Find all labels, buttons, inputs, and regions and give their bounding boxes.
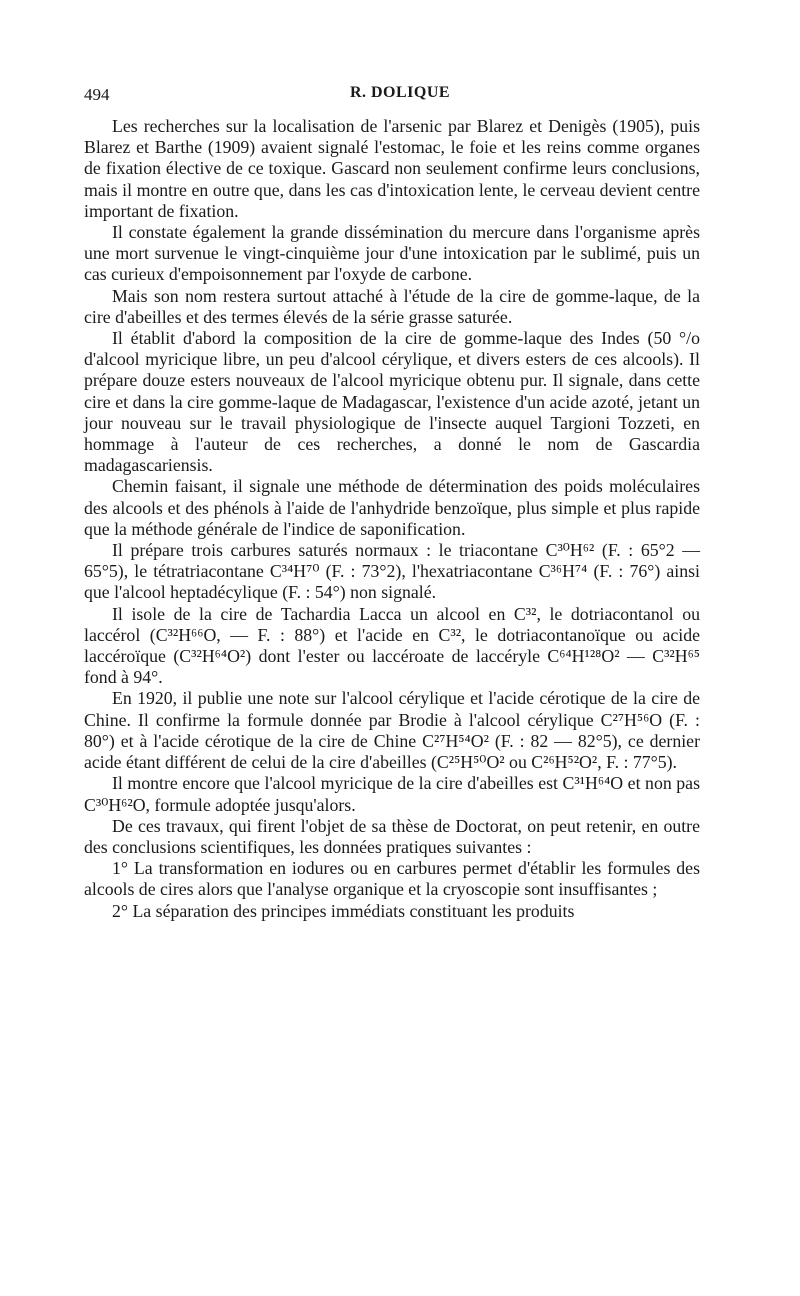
running-title: R. DOLIQUE [349, 84, 451, 101]
paragraph: Il isole de la cire de Tachardia Lacca un alcool en C³², le dotriacontanol ou laccérol (C³²H⁶⁶O, — F. : 88°) et l'acide en C³², le dotriacontanoïque ou acide laccéroïque (C³²H⁶⁴O²) dont l'ester ou laccéroate de laccéryle C⁶⁴H¹²⁸O² — C³²H⁶⁵ fond à 94°. [84, 603, 700, 688]
paragraph: Il montre encore que l'alcool myricique de la cire d'abeilles est C³¹H⁶⁴O et non pas C³⁰H⁶²O, formule adoptée jusqu'alors. [84, 773, 700, 815]
paragraph: Il établit d'abord la composition de la cire de gomme-laque des Indes (50 °/o d'alcool myricique libre, un peu d'alcool cérylique, et divers esters de ces alcools). Il prépare douze esters nouveaux de l'alcool myricique obtenu pur. Il signale, dans cette cire et dans la cire gomme-laque de Madagascar, l'existence d'un acide azoté, jetant un jour nouveau sur le travail physiologique de l'insecte auquel Targioni Tozzeti, en hommage à l'auteur de ces recherches, a donné le nom de Gascardia madagascariensis. [84, 328, 700, 476]
paragraph: Mais son nom restera surtout attaché à l'étude de la cire de gomme-laque, de la cire d'abeilles et des termes élevés de la série grasse saturée. [84, 285, 700, 327]
paragraph: De ces travaux, qui firent l'objet de sa thèse de Doctorat, on peut retenir, en outre des conclusions scientifiques, les données pratiques suivantes : [84, 815, 700, 857]
paragraph: Chemin faisant, il signale une méthode de détermination des poids moléculaires des alcools et des phénols à l'aide de l'anhydride benzoïque, plus simple et plus rapide que la méthode générale de l'indice de saponification. [84, 476, 700, 539]
paragraph: 2° La séparation des principes immédiats constituant les produits [112, 900, 575, 921]
page-number: 494 [84, 85, 110, 104]
paragraph: Il prépare trois carbures saturés normaux : le triacontane C³⁰H⁶² (F. : 65°2 — 65°5), le tétratriacontane C³⁴H⁷⁰ (F. : 73°2), l'hexatriacontane C³⁶H⁷⁴ (F. : 76°) ainsi que l'alcool heptadécylique (F. : 54°) non signalé. [84, 540, 700, 603]
paragraph: 1° La transformation en iodures ou en carbures permet d'établir les formules des alcools de cires alors que l'analyse organique et la cryoscopie sont insuffisantes ; [84, 858, 700, 900]
body-text [84, 116, 700, 922]
paragraph: Les recherches sur la localisation de l'arsenic par Blarez et Denigès (1905), puis Blarez et Barthe (1909) avaient signalé l'estomac, le foie et les reins comme organes de fixation élective de ce toxique. Gascard non seulement confirme leurs conclusions, mais il montre en outre que, dans les cas d'intoxication lente, le cerveau devient centre important de fixation. [84, 116, 700, 221]
paragraph: En 1920, il publie une note sur l'alcool cérylique et l'acide cérotique de la cire de Chine. Il confirme la formule donnée par Brodie à l'alcool cérylique C²⁷H⁵⁶O (F. : 80°) et à l'acide cérotique de la cire de Chine C²⁷H⁵⁴O² (F. : 82 — 82°5), ce dernier acide étant différent de celui de la cire d'abeilles (C²⁵H⁵⁰O² ou C²⁶H⁵²O², F. : 77°5). [84, 688, 700, 773]
paragraph: Il constate également la grande dissémination du mercure dans l'organisme après une mort survenue le vingt-cinquième jour d'une intoxication par le sublimé, puis un cas curieux d'empoisonnement par l'oxyde de carbone. [84, 222, 700, 285]
